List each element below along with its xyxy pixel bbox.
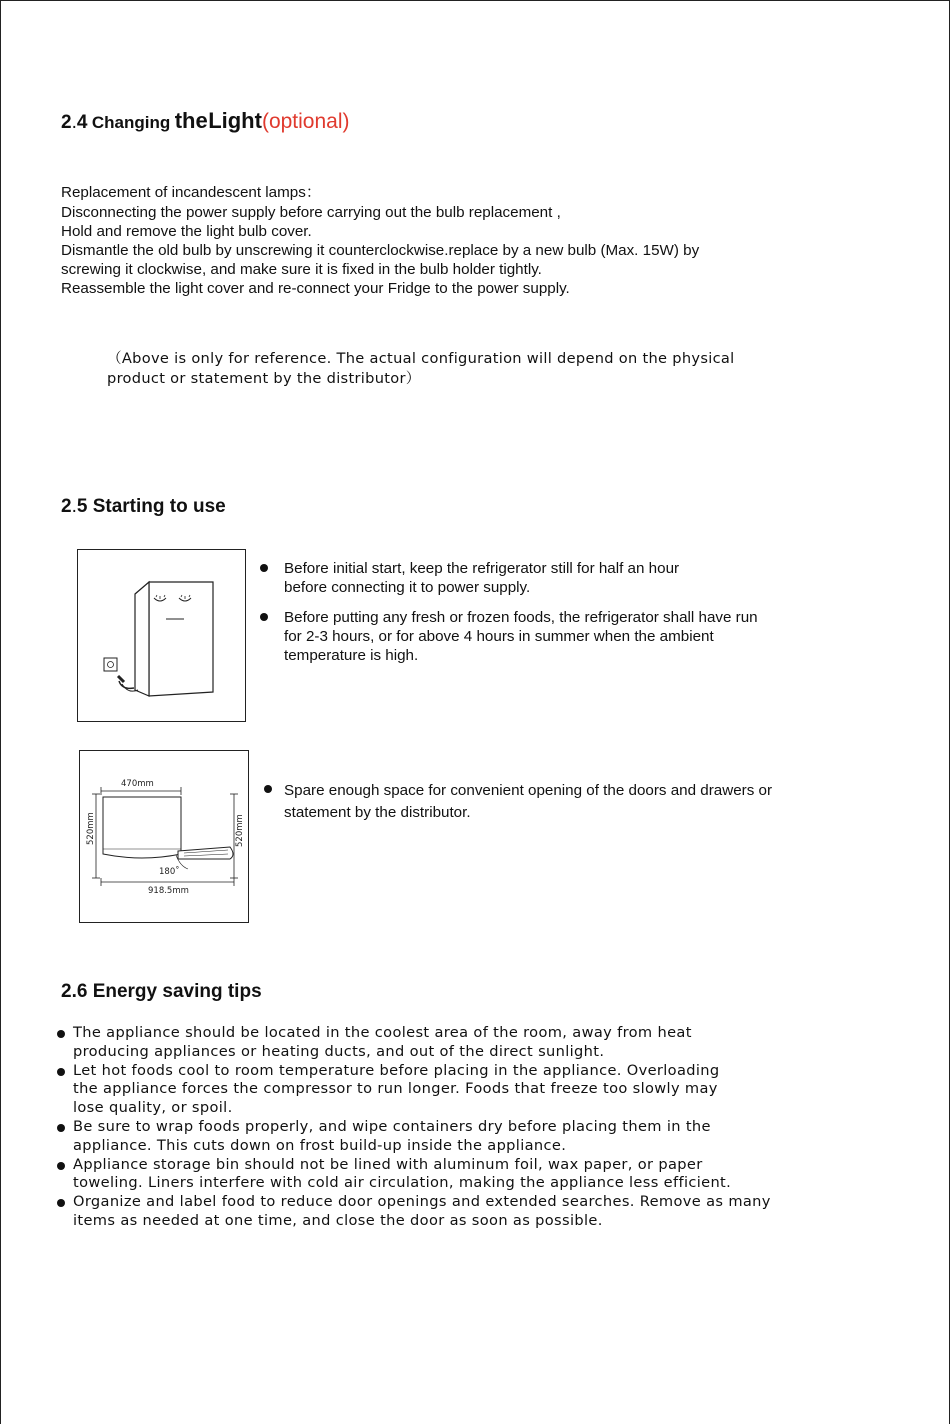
depth-right-label: 520mm [235, 814, 245, 847]
instruction-line: Reassemble the light cover and re-connect your Fridge to the power supply. [61, 280, 570, 297]
width-dimension-label: 470mm [121, 779, 154, 789]
tip-text: the appliance forces the compressor to run longer. Foods that freeze too slowly may [73, 1080, 718, 1098]
total-width-label: 918.5mm [148, 886, 189, 896]
tip-text: Let hot foods cool to room temperature before placing in the appliance. Overloading [73, 1061, 720, 1079]
heading-optional: (optional) [261, 110, 350, 133]
heading-word-changing: Changing [91, 113, 171, 132]
heading-number: 2 [61, 496, 72, 517]
bullet-icon [57, 1068, 65, 1076]
bullet-text: temperature is high. [284, 647, 419, 664]
section-2-4-heading [61, 108, 350, 134]
heading-word-the: the [174, 108, 208, 133]
tip-text: Organize and label food to reduce door openings and extended searches. Remove as many [73, 1193, 771, 1211]
depth-left-label: 520mm [86, 812, 96, 845]
tip-text: Appliance storage bin should not be lined with aluminum foil, wax paper, or paper [73, 1155, 703, 1173]
bullet-icon [57, 1124, 65, 1132]
reference-note [107, 349, 807, 388]
heading-dot: . [71, 112, 77, 133]
fridge-standing-illustration [77, 549, 246, 722]
bullet-icon [57, 1030, 65, 1038]
door-angle-label: 180˚ [159, 867, 180, 877]
list-item [56, 1156, 771, 1194]
heading-title: 2.6 Energy saving tips [61, 981, 262, 1002]
heading-dot: . [71, 496, 77, 517]
bullet-icon [57, 1199, 65, 1207]
instruction-line: Disconnecting the power supply before carrying out the bulb replacement , [61, 204, 561, 221]
heading-subnumber: 4 [76, 112, 88, 133]
bullet-icon [260, 564, 268, 572]
bullet-icon [260, 613, 268, 621]
instruction-line: Dismantle the old bulb by unscrewing it counterclockwise.replace by a new bulb (Max. 15W) by [61, 242, 700, 259]
heading-number: 2 [61, 112, 72, 133]
clearance-diagram [79, 750, 249, 923]
tip-text: toweling. Liners interfere with cold air circulation, making the appliance less efficient. [73, 1174, 732, 1192]
energy-tips-list [56, 1024, 771, 1231]
note-line: product or statement by the distributor） [107, 369, 421, 387]
lamp-replacement-instructions [61, 183, 821, 298]
bullet-text: before connecting it to power supply. [284, 579, 531, 596]
heading-word-light: Light [208, 108, 262, 133]
bullet-text: statement by the distributor. [284, 804, 471, 821]
list-item [258, 559, 758, 597]
bullet-text: for 2-3 hours, or for above 4 hours in summer when the ambient [284, 628, 714, 645]
section-2-6-heading [61, 981, 262, 1003]
space-bullets [258, 780, 772, 835]
tip-text: The appliance should be located in the coolest area of the room, away from heat [73, 1024, 692, 1041]
list-item [258, 608, 758, 665]
bullet-text: Spare enough space for convenient opening of the doors and drawers or [284, 782, 773, 799]
tip-text: lose quality, or spoil. [73, 1099, 233, 1117]
list-item [56, 1062, 771, 1118]
tip-text: items as needed at one time, and close the door as soon as possible. [73, 1211, 603, 1229]
note-line: （Above is only for reference. The actual configuration will depend on the physical [107, 350, 735, 367]
list-item [258, 780, 772, 824]
bullet-icon [57, 1162, 65, 1170]
instruction-line: screwing it clockwise, and make sure it is fixed in the bulb holder tightly. [61, 261, 542, 278]
list-item [56, 1118, 771, 1156]
tip-text: appliance. This cuts down on frost build-up inside the appliance. [73, 1136, 567, 1154]
bullet-icon [264, 785, 272, 793]
tip-text: producing appliances or heating ducts, and out of the direct sunlight. [73, 1042, 605, 1060]
top-view-dimensions-icon [80, 751, 248, 922]
heading-title: 5 Starting to use [76, 496, 226, 517]
bullet-text: Before initial start, keep the refrigerator still for half an hour [284, 560, 680, 577]
list-item [56, 1193, 771, 1231]
instruction-line: Replacement of incandescent lamps： [61, 184, 322, 201]
tip-text: Be sure to wrap foods properly, and wipe containers dry before placing them in the [73, 1117, 711, 1135]
section-2-5-heading [61, 496, 226, 518]
list-item [56, 1024, 771, 1062]
start-bullets [258, 559, 758, 676]
instruction-line: Hold and remove the light bulb cover. [61, 223, 312, 240]
fridge-icon [78, 550, 245, 721]
bullet-text: Before putting any fresh or frozen foods, the refrigerator shall have run [284, 609, 758, 626]
